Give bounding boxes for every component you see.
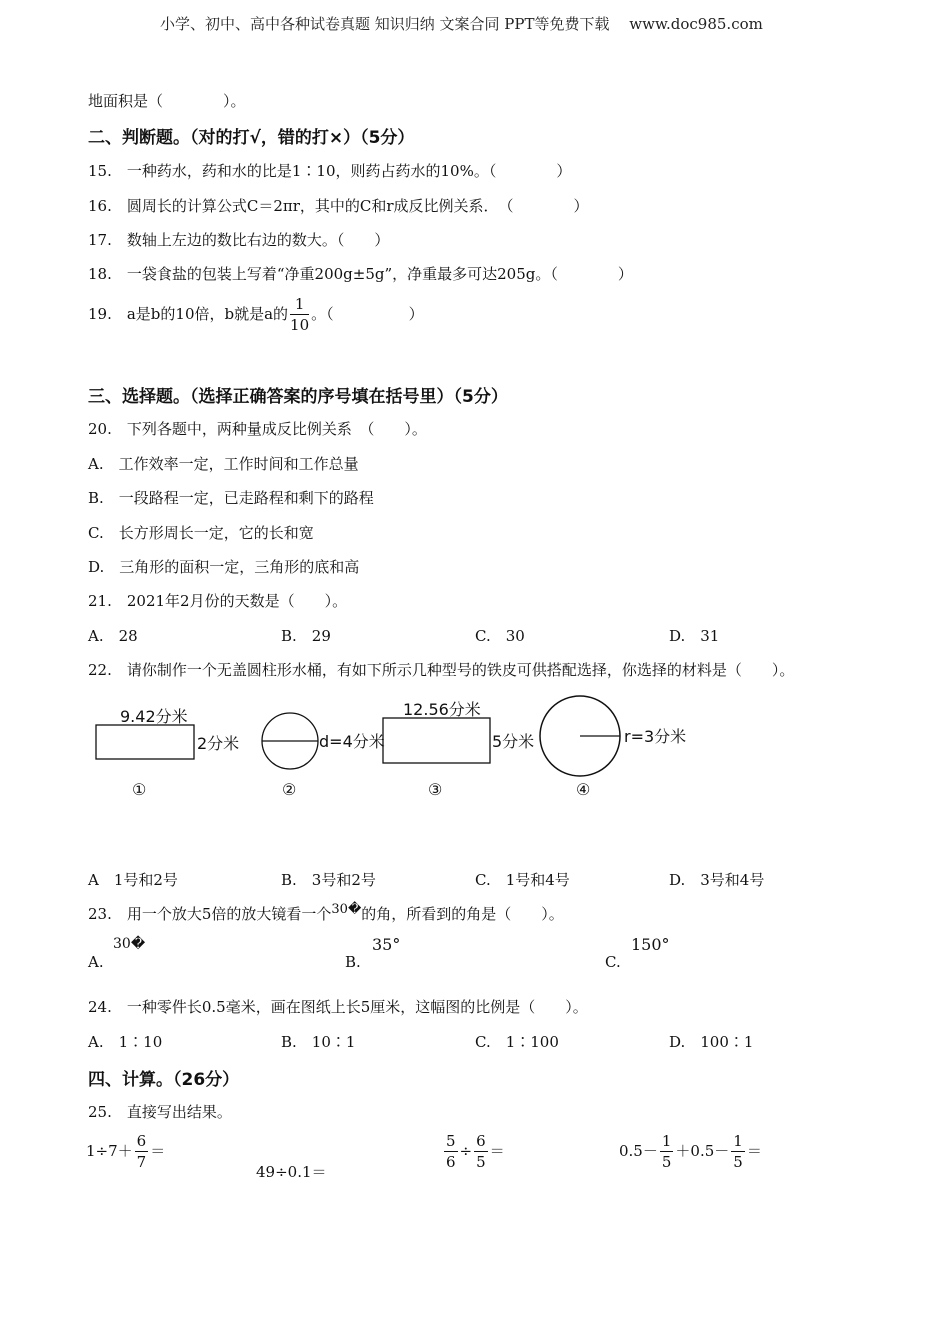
q21-option-b: B. 29 [281, 627, 331, 645]
q20-option-c: C. 长方形周长一定，它的长和宽 [88, 524, 314, 542]
calc3-op: ÷ [459, 1142, 473, 1160]
calc4-num2: 1 [733, 1132, 743, 1150]
q19-den: 10 [290, 316, 310, 334]
page-header: 小学、初中、高中各种试卷真题 知识归纳 文案合同 PPT等免费下载 www.doc985.com [160, 15, 763, 33]
calc1-post: ＝ [150, 1142, 166, 1160]
circle4-label: r=3分米 [624, 727, 687, 746]
calc4-pre: 0.5－ [619, 1142, 658, 1160]
q23-option-a-label: A. [88, 953, 104, 971]
calc3-num1: 5 [446, 1132, 456, 1150]
q24-option-a: A. 1∶10 [88, 1033, 163, 1051]
q19-fraction [290, 297, 309, 333]
q23-stem-angle: 30� [331, 902, 362, 917]
calc3-post: ＝ [489, 1142, 505, 1160]
rect3-side-label: 5分米 [492, 732, 535, 751]
calc1-pre: 1÷7＋ [86, 1142, 133, 1160]
calc3-den2: 5 [476, 1153, 486, 1171]
q23-stem-pre: 23. 用一个放大5倍的放大镜看一个 [88, 905, 332, 923]
q22-option-d: D. 3号和4号 [669, 871, 765, 889]
figure-number-2: ② [282, 780, 297, 799]
calc-expression-4 [619, 1134, 762, 1170]
figure-number-4: ④ [576, 780, 591, 799]
calc3-fraction-2 [474, 1134, 488, 1170]
section4-title: 四、计算。（26分） [88, 1070, 240, 1090]
q17: 17. 数轴上左边的数比右边的数大。（ ） [88, 231, 390, 249]
q23-option-c-label: C. [605, 953, 621, 971]
q21-option-a: A. 28 [88, 627, 138, 645]
q16: 16. 圆周长的计算公式C＝2πr，其中的C和r成反比例关系． （ ） [88, 197, 589, 215]
calc-expression-2: 49÷0.1＝ [256, 1163, 327, 1181]
q23-option-a-value: 30� [113, 936, 146, 952]
q23-stem-post: 的角，所看到的角是（ ）。 [361, 905, 564, 923]
q15: 15. 一种药水，药和水的比是1∶10，则药占药水的10%。（ ） [88, 162, 572, 180]
calc-expression-3 [442, 1134, 505, 1170]
figure-number-1: ① [132, 780, 147, 799]
q20-stem: 20. 下列各题中，两种量成反比例关系 （ ）。 [88, 420, 427, 438]
q21-option-d: D. 31 [669, 627, 720, 645]
calc4-fraction-1 [660, 1134, 674, 1170]
q22-option-a: A 1号和2号 [88, 871, 178, 889]
figure-number-3: ③ [428, 780, 443, 799]
q20-option-b: B. 一段路程一定，已走路程和剩下的路程 [88, 489, 374, 507]
calc4-post: ＝ [746, 1142, 762, 1160]
q23-option-c-value: 150° [631, 935, 670, 954]
calc1-num: 6 [136, 1132, 147, 1150]
q24-stem: 24. 一种零件长0.5毫米，画在图纸上长5厘米，这幅图的比例是（ ）。 [88, 998, 588, 1016]
q21-option-c: C. 30 [475, 627, 525, 645]
q23-option-b-value: 35° [372, 935, 401, 954]
calc4-den1: 5 [661, 1153, 672, 1171]
rect-1 [96, 725, 194, 759]
q20-option-a: A. 工作效率一定，工作时间和工作总量 [88, 455, 359, 473]
q24-option-c: C. 1∶100 [475, 1033, 559, 1051]
q21-stem: 21. 2021年2月份的天数是（ ）。 [88, 592, 348, 610]
q25-stem: 25. 直接写出结果。 [88, 1103, 232, 1121]
rect3-top-label: 12.56分米 [403, 700, 481, 719]
calc1-fraction [135, 1134, 149, 1170]
q18: 18. 一袋食盐的包装上写着“净重200g±5g”，净重最多可达205g。（ ） [88, 265, 633, 283]
calc4-den2: 5 [733, 1153, 743, 1171]
section3-title: 三、选择题。（选择正确答案的序号填在括号里）（5分） [88, 387, 508, 407]
calc3-den1: 6 [446, 1153, 456, 1171]
calc4-num1: 1 [661, 1132, 672, 1150]
calc4-fraction-2 [731, 1134, 745, 1170]
rect-3 [383, 718, 490, 763]
calc3-fraction-1 [444, 1134, 458, 1170]
q19-num: 1 [290, 297, 309, 315]
q22-stem: 22. 请你制作一个无盖圆柱形水桶，有如下所示几种型号的铁皮可供搭配选择，你选择的材料是（ ）。 [88, 661, 795, 679]
calc4-mid: ＋0.5－ [675, 1142, 730, 1160]
rect1-top-label: 9.42分米 [120, 707, 188, 726]
rect1-side-label: 2分米 [197, 734, 240, 753]
q22-option-c: C. 1号和4号 [475, 871, 570, 889]
q20-option-d: D. 三角形的面积一定，三角形的底和高 [88, 558, 360, 576]
q23-option-b-label: B. [345, 953, 361, 971]
top-line: 地面积是（ ）。 [88, 92, 246, 110]
q19 [88, 297, 424, 333]
q24-option-d: D. 100∶1 [669, 1033, 754, 1051]
q22-option-b: B. 3号和2号 [281, 871, 376, 889]
calc1-den: 7 [136, 1153, 147, 1171]
q19-pre: 19. a是b的10倍，b就是a的 [88, 305, 289, 323]
calc3-num2: 6 [476, 1132, 486, 1150]
q24-option-b: B. 10∶1 [281, 1033, 356, 1051]
calc-expression-1 [86, 1134, 165, 1170]
q19-post: 。（ ） [311, 305, 424, 323]
circle2-label: d=4分米 [319, 732, 385, 751]
section2-title: 二、判断题。（对的打√，错的打×）（5分） [88, 128, 415, 148]
q23-stem [88, 902, 564, 924]
